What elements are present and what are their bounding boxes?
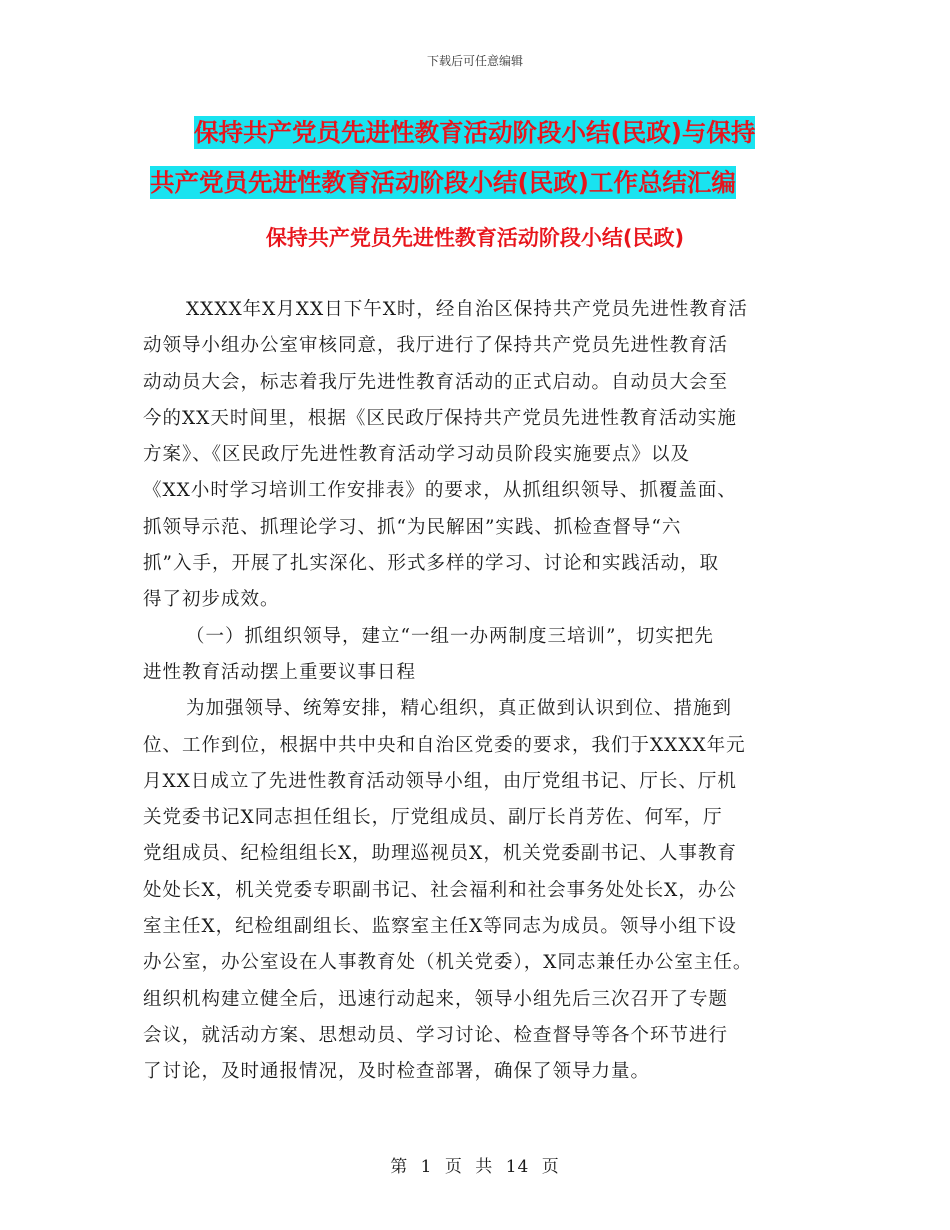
body-line: 组织机构建立健全后，迅速行动起来，领导小组先后三次召开了专题 bbox=[143, 988, 729, 1010]
body-line: 关党委书记X同志担任组长，厅党组成员、副厅长肖芳佐、何军，厅 bbox=[143, 807, 723, 829]
header-note: 下载后可任意编辑 bbox=[426, 54, 523, 68]
body-line: 月XX日成立了先进性教育活动领导小组，由厅党组书记、厅长、厅机 bbox=[143, 770, 737, 792]
footer-page-word: 页 bbox=[444, 1157, 463, 1177]
title-line-2 bbox=[150, 158, 810, 208]
body-line: 了讨论，及时通报情况，及时检查部署，确保了领导力量。 bbox=[143, 1061, 651, 1083]
document-title bbox=[150, 108, 810, 208]
body-line: 《XX小时学习培训工作安排表》的要求，从抓组织领导、抓覆盖面、 bbox=[143, 480, 737, 502]
body-line: 室主任X，纪检组副组长、监察室主任X等同志为成员。领导小组下设 bbox=[143, 916, 737, 938]
total-page-count: 14 bbox=[505, 1157, 530, 1177]
body-line: 今的XX天时间里，根据《区民政厅保持共产党员先进性教育活动实施 bbox=[143, 407, 737, 429]
body-line: 动领导小组办公室审核同意，我厅进行了保持共产党员先进性教育活 bbox=[143, 335, 729, 357]
body-line: 得了初步成效。 bbox=[143, 589, 280, 611]
body-line: 抓”入手，开展了扎实深化、形式多样的学习、讨论和实践活动，取 bbox=[143, 553, 719, 575]
body-line: 为加强领导、统筹安排，精心组织，真正做到认识到位、措施到 bbox=[186, 698, 733, 720]
body-line: XXXX年X月XX日下午X时，经自治区保持共产党员先进性教育活 bbox=[186, 299, 748, 320]
body-text bbox=[143, 292, 823, 1091]
body-line: 处处长X，机关党委专职副书记、社会福利和社会事务处处长X，办公 bbox=[143, 879, 737, 901]
footer-suffix: 页 bbox=[541, 1157, 560, 1177]
title-line-1 bbox=[150, 108, 810, 158]
body-line: 会议，就活动方案、思想动员、学习讨论、检查督导等各个环节进行 bbox=[143, 1024, 729, 1046]
body-line: 抓领导示范、抓理论学习、抓“为民解困”实践、抓检查督导“六 bbox=[143, 516, 682, 538]
footer-prefix: 第 bbox=[390, 1157, 409, 1177]
footer-total-word: 共 bbox=[475, 1157, 494, 1177]
body-line: 位、工作到位，根据中共中央和自治区党委的要求，我们于XXXX年元 bbox=[143, 734, 746, 756]
page-footer bbox=[0, 1152, 950, 1177]
section-title: 保持共产党员先进性教育活动阶段小结(民政) bbox=[265, 226, 685, 250]
body-line: 党组成员、纪检组组长X，助理巡视员X，机关党委副书记、人事教育 bbox=[143, 843, 737, 865]
body-line: 方案》、《区民政厅先进性教育活动学习动员阶段实施要点》以及 bbox=[143, 444, 691, 466]
body-line: 办公室，办公室设在人事教育处（机关党委），X同志兼任办公室主任。 bbox=[143, 952, 753, 974]
title-line-1-text: 保持共产党员先进性教育活动阶段小结(民政)与保持 bbox=[194, 118, 756, 147]
subheading-line: 进性教育活动摆上重要议事日程 bbox=[143, 661, 417, 683]
title-line-2-text: 共产党员先进性教育活动阶段小结(民政)工作总结汇编 bbox=[150, 168, 736, 197]
subheading-line: （一）抓组织领导，建立“一组一办两制度三培训”，切实把先 bbox=[186, 625, 714, 647]
current-page-number: 1 bbox=[420, 1157, 433, 1177]
body-line: 动动员大会，标志着我厅先进性教育活动的正式启动。自动员大会至 bbox=[143, 371, 729, 393]
